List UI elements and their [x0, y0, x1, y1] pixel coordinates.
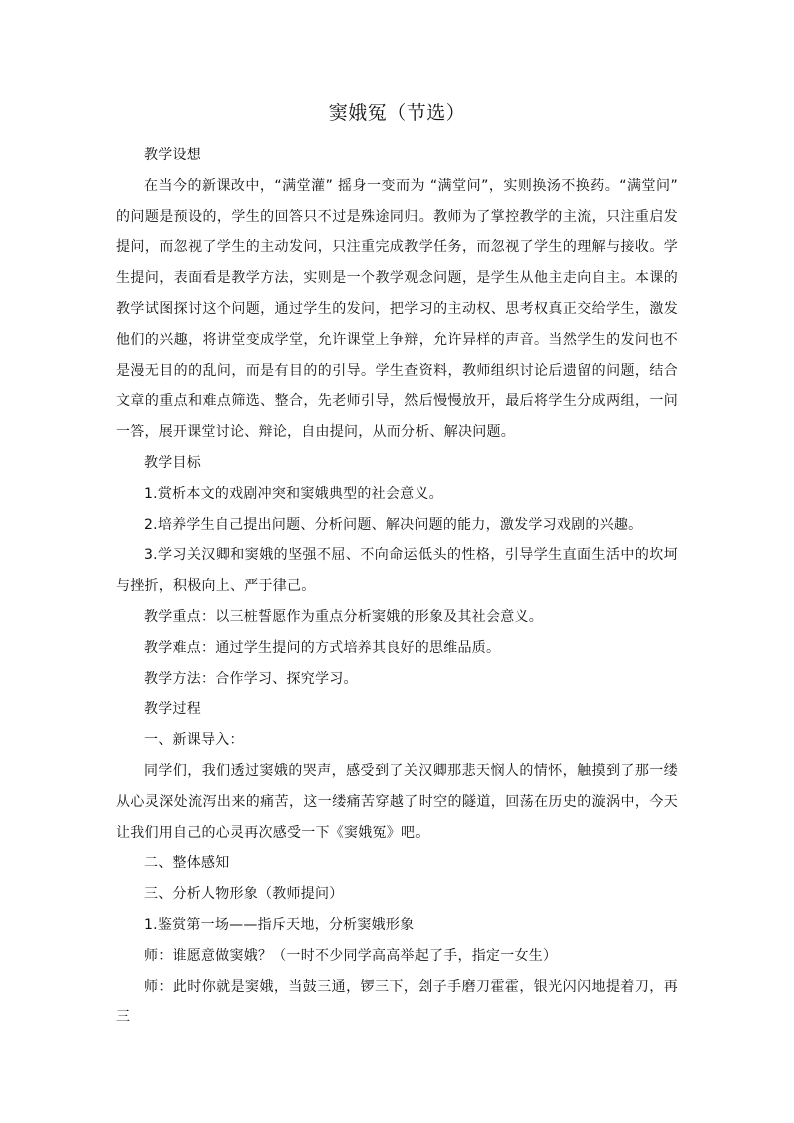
teaching-method: 教学方法：合作学习、探究学习。 [144, 670, 358, 687]
goal-item-1: 1.赏析本文的戏剧冲突和窦娥典型的社会意义。 [144, 485, 443, 502]
teaching-difficulty: 教学难点：通过学生提问的方式培养其良好的思维品质。 [144, 639, 501, 656]
teaching-key-point: 教学重点：以三桩誓愿作为重点分析窦娥的形象及其社会意义。 [144, 608, 543, 625]
dialogue-line-2: 师：此时你就是窦娥，当鼓三通，锣三下，刽子手磨刀霍霍，银光闪闪地提着刀，再三 [116, 978, 678, 1026]
paragraph-teaching-concept: 在当今的新课改中，“满堂灌” 摇身一变而为 “满堂问”，实则换汤不换药。“满堂问” 的问题是预设的，学生的回答只不过是殊途同归。教师为了掌控教学的主流，只注重启发提问，而忽视了学生的主动发问，只注重完成教学任务，而忽视了学生的理解与接收。学生提问，表面看是教学方法，实则是一个教学观念问题，是学生从他主走向自主。本课的教学试图探讨这个问题，通过学生的发问，把学习的主动权、思考权真正交给学生，激发他们的兴趣，将讲堂变成学堂，允许课堂上争辩，允许异样的声音。当然学生的发问也不是漫无目的的乱问，而是有目的的引导。学生查资料，教师组织讨论后遗留的问题，结合文章的重点和难点筛选、整合，先老师引导，然后慢慢放开，最后将学生分成两组，一问一答，展开课堂讨论、辩论，自由提问，从而分析、解决问题。 [116, 177, 678, 441]
step-heading-introduction: 一、新课导入： [144, 732, 244, 749]
step-heading-overall-perception: 二、整体感知 [144, 855, 230, 872]
paragraph-introduction: 同学们，我们透过窦娥的哭声，感受到了关汉卿那悲天悯人的情怀，触摸到了那一缕从心灵深处流泻出来的痛苦，这一缕痛苦穿越了时空的隧道，回荡在历史的漩涡中，今天让我们用自己的心灵再次感受一下《窦娥冤》吧。 [116, 762, 678, 841]
section-heading-teaching-process: 教学过程 [144, 701, 201, 718]
section-heading-teaching-concept: 教学设想 [144, 147, 201, 163]
document-title: 窦娥冤（节选） [328, 102, 466, 124]
substep-heading-scene-one: 1.鉴赏第一场——指斥天地，分析窦娥形象 [144, 916, 415, 933]
goal-item-3: 3.学习关汉卿和窦娥的坚强不屈、不向命运低头的性格，引导学生直面生活中的坎坷与挫折，积极向上、严于律己。 [116, 547, 678, 595]
goal-item-2: 2.培养学生自己提出问题、分析问题、解决问题的能力，激发学习戏剧的兴趣。 [144, 516, 643, 533]
document-page [116, 96, 678, 1033]
dialogue-line-1: 师：谁愿意做窦娥？（一时不少同学高高举起了手，指定一女生） [144, 947, 558, 964]
section-heading-teaching-goals: 教学目标 [144, 454, 201, 471]
step-heading-character-analysis: 三、分析人物形象（教师提问） [144, 886, 344, 903]
